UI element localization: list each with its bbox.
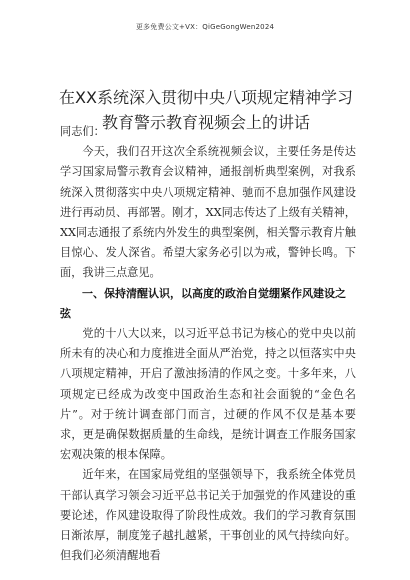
paragraph-party-congress: 党的十八大以来，以习近平总书记为核心的党中央以前所未有的决心和力度推进全面从严治党，持之以恒落实中央八项规定精神，开启了激浊扬清的作风之变。十多年来，八项规定已经成为改变中国政治生态和社会面貌的“金色名片”。对于统计调查部门而言，过硬的作风不仅是基本要求，更是确保数据质量的生命线，是统计调查工作服务国家宏观决策的根本保障。 bbox=[60, 327, 356, 462]
document-body bbox=[60, 122, 356, 566]
salutation: 同志们： bbox=[60, 125, 105, 138]
header-note: 更多免费公文+VX：QiGeGongWen2024 bbox=[135, 23, 275, 31]
paragraph-recent-years: 近年来，在国家局党组的坚强领导下，我系统全体党员干部认真学习领会习近平总书记关于加强党的作风建设的重要论述，作风建设取得了阶段性成效。我们的学习教育氛围日渐浓厚，制度笼子越扎越紧，干事创业的风气持续向好。但我们必须清醒地看 bbox=[60, 468, 356, 563]
section-heading: 一、保持清醒认识，以高度的政治自觉绷紧作风建设之弦 bbox=[60, 286, 346, 320]
paragraph-opening: 今天，我们召开这次全系统视频会议，主要任务是传达学习国家局警示教育会议精神，通报剖析典型案例，对我系统深入贯彻落实中央八项规定精神、驰而不息加强作风建设进行再动员、再部署。刚才，XX同志传达了上级有关精神，XX同志通报了系统内外发生的典型案例，相关警示教育片触目惊心、发人深省。希望大家务必引以为戒，警钟长鸣。下面，我讲三点意见。 bbox=[60, 145, 356, 280]
document-title: 在XX系统深入贯彻中央八项规定精神学习教育警示教育视频会上的讲话 bbox=[59, 87, 353, 132]
